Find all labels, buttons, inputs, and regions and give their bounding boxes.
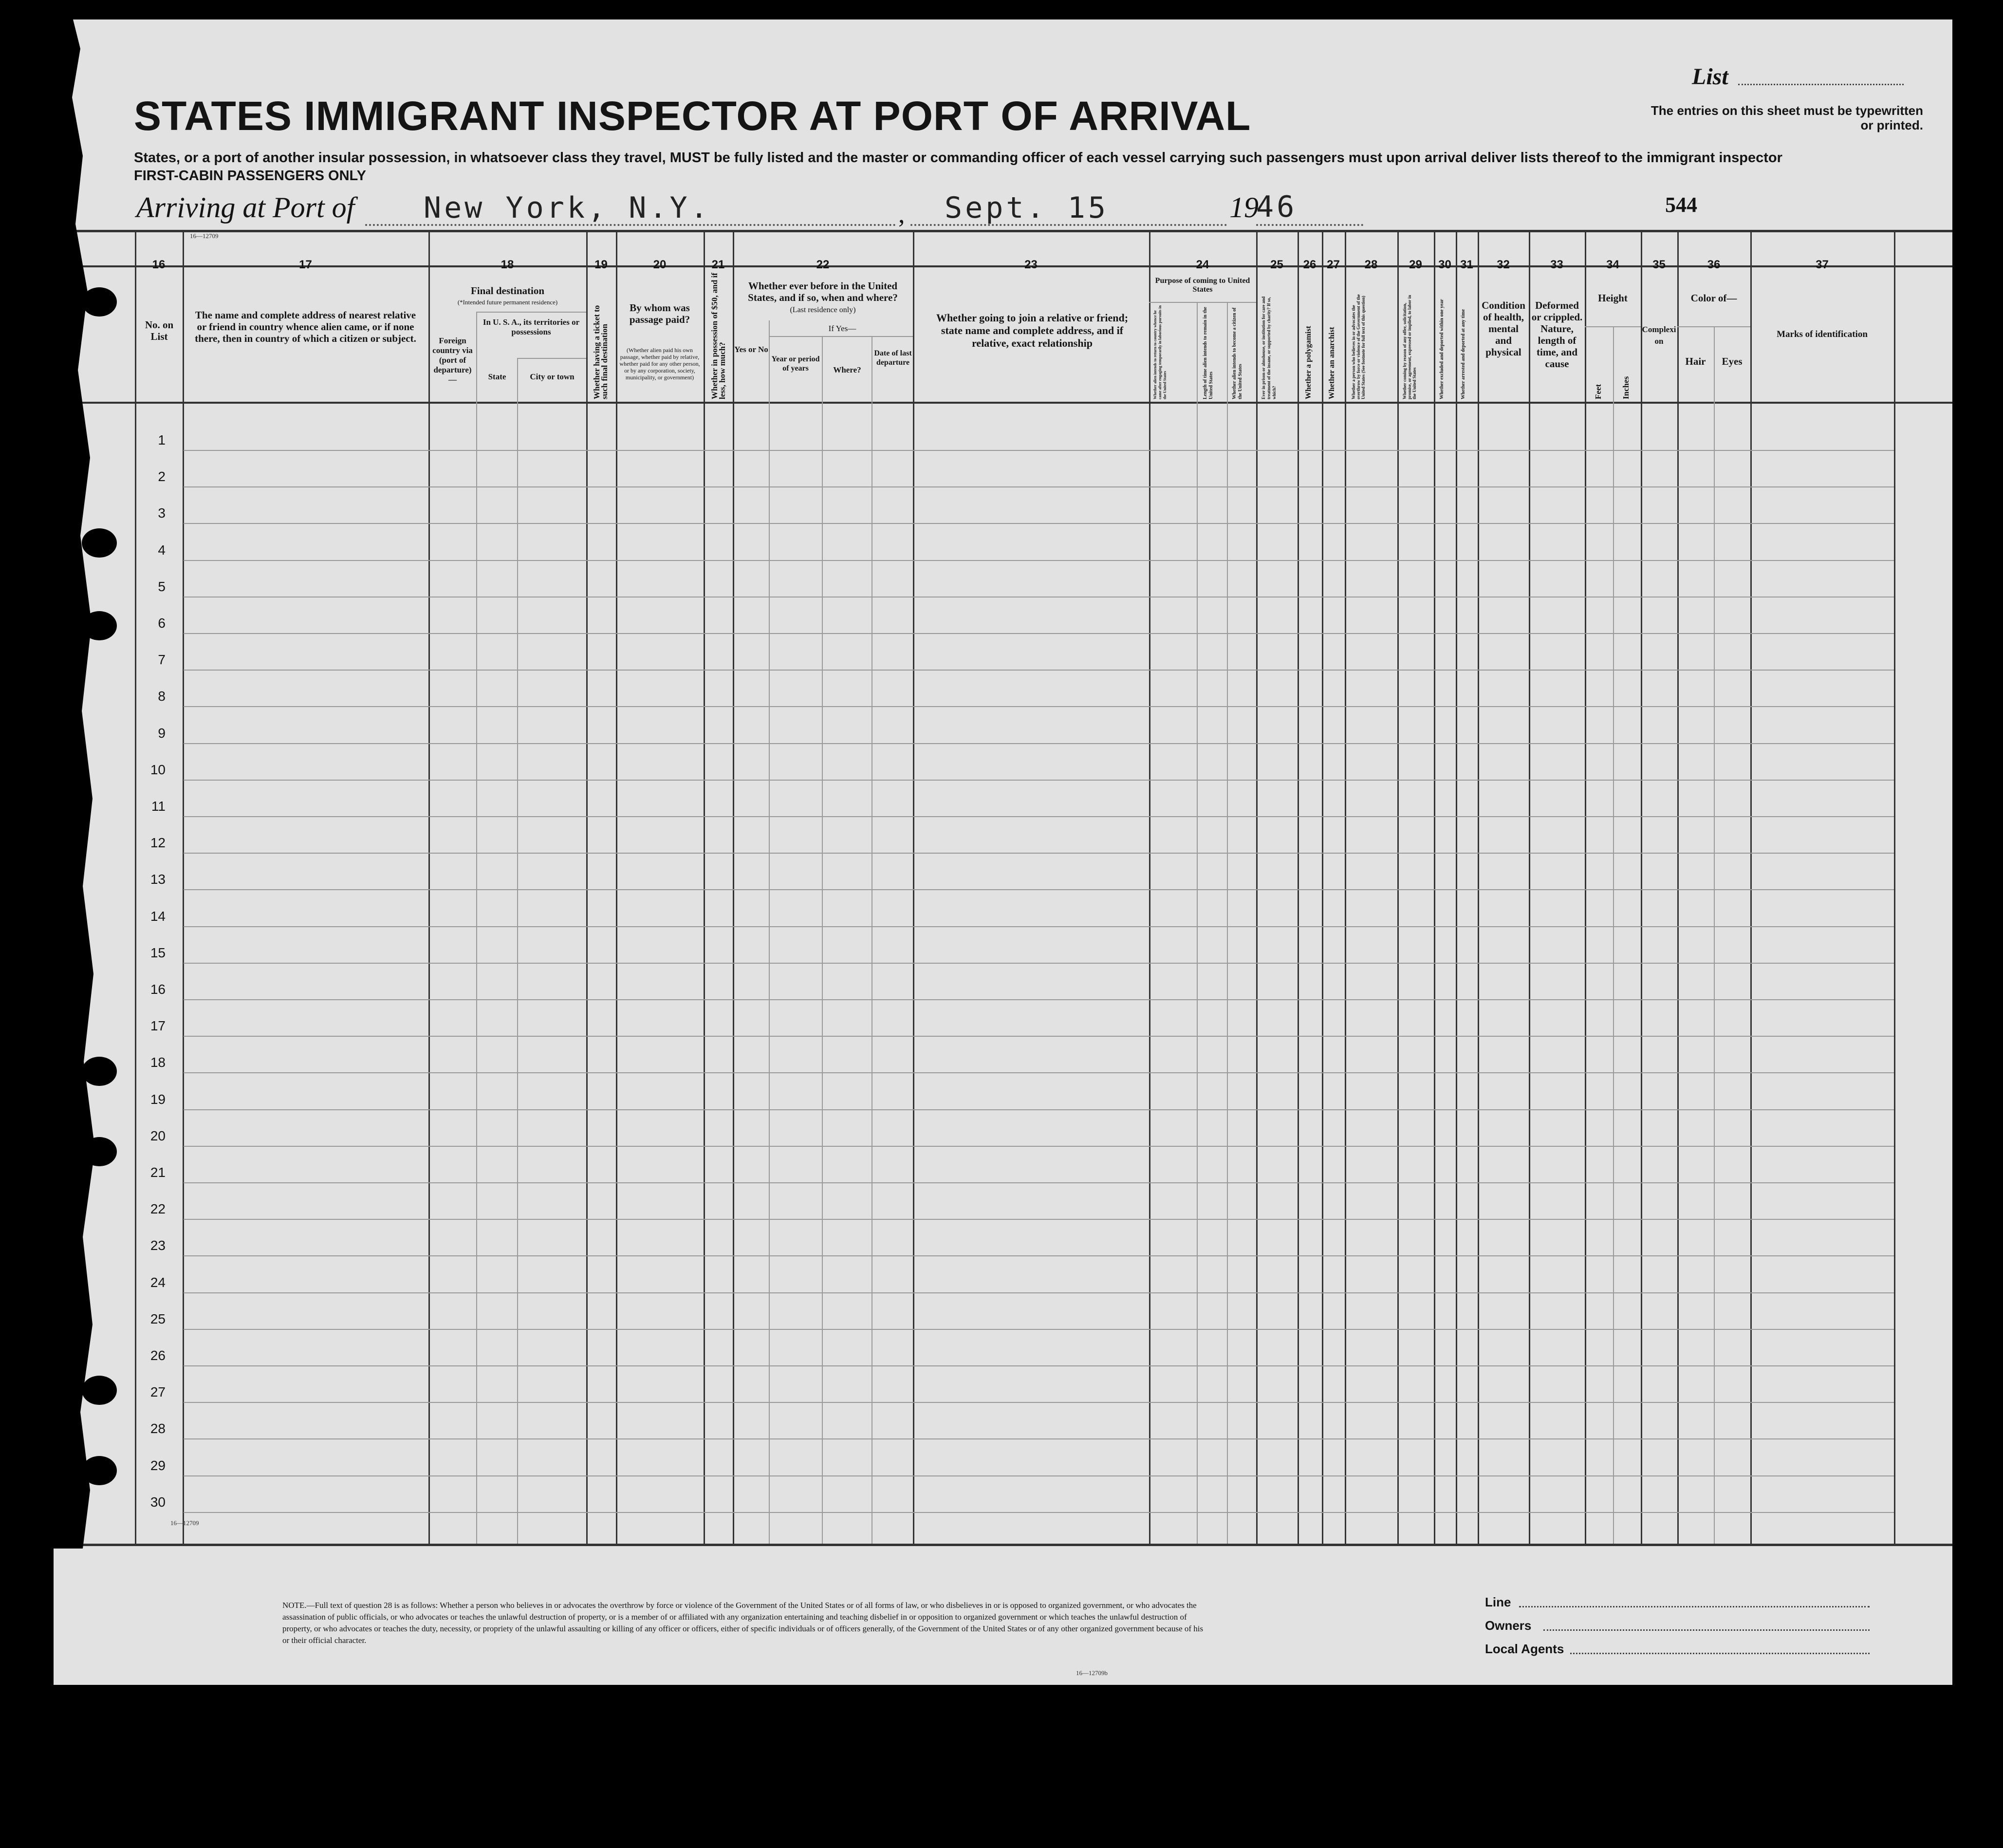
table-row[interactable] [184, 963, 1894, 964]
header-color-of: Color of— [1690, 292, 1737, 304]
row-number: 26 [150, 1348, 166, 1363]
col-divider [913, 230, 914, 1544]
row-number: 8 [158, 689, 166, 704]
table-row[interactable] [184, 1512, 1894, 1513]
col-divider [1197, 302, 1198, 1544]
row-number: 15 [150, 945, 166, 960]
col-divider [428, 230, 430, 1544]
year-handwriting: 46 [1256, 190, 1298, 224]
colnum-32: 32 [1497, 258, 1510, 271]
header-joining-relative: Whether going to join a relative or friend; state name and complete address, and if relative, exact relationship [936, 312, 1129, 349]
header-if-yes: If Yes— [828, 324, 856, 333]
table-row[interactable] [184, 523, 1894, 524]
colnum-35: 35 [1652, 258, 1666, 271]
header-labor-offer: Whether coming by reason of any offer, solicitation, promise, or agreement, expressed or implied, to labor in the United States [1402, 295, 1417, 399]
table-row[interactable] [184, 1109, 1894, 1110]
table-row[interactable] [184, 1182, 1894, 1183]
header-where: Where? [833, 365, 861, 374]
punch-hole [82, 611, 117, 640]
table-row[interactable] [184, 780, 1894, 781]
owners-field[interactable] [1543, 1629, 1870, 1631]
col-divider [733, 230, 734, 1544]
form-number-top: 16—12709 [190, 232, 219, 240]
row-number: 16 [150, 982, 166, 997]
table-top-border [68, 230, 1952, 232]
header-final-destination: Final destination [470, 285, 545, 297]
date-line[interactable] [910, 191, 1227, 226]
manifest-sheet [54, 19, 1952, 1685]
row-number: 13 [150, 872, 166, 887]
col-divider [1456, 230, 1457, 1544]
table-bottom-border [68, 1544, 1952, 1546]
table-row[interactable] [184, 889, 1894, 890]
line-field[interactable] [1519, 1606, 1870, 1607]
header-deformed: Deformed or crippled. Nature, length of time, and cause [1531, 299, 1583, 370]
punch-hole [82, 287, 117, 317]
row-number: 7 [158, 652, 166, 668]
list-number-line[interactable] [1738, 84, 1904, 85]
table-row[interactable] [184, 853, 1894, 854]
header-overthrow: Whether a person who believes in or advocates the overthrow by force or violence of the Government of the United States (See footnote for full text of this question) [1351, 294, 1366, 399]
col-divider [1585, 230, 1586, 1544]
header-city: City or town [530, 372, 575, 381]
page-title: STATES IMMIGRANT INSPECTOR AT PORT OF ARRIVAL [134, 93, 1251, 139]
row-number: 25 [150, 1311, 166, 1326]
header-foreign-country: Foreign country via (port of departure)— [432, 336, 473, 384]
table-row[interactable] [184, 1438, 1894, 1439]
col-divider [1677, 230, 1679, 1544]
header-state: State [488, 372, 506, 381]
table-row[interactable] [184, 1146, 1894, 1147]
header-passage-note: (Whether alien paid his own passage, whether paid by relative, whether paid for any other person, or by any corporation, society, municipality, or government) [619, 347, 700, 381]
header-nearest-relative: The name and complete address of nearest relative or friend in country whence alien came, or if none there, then in country of which a citizen or subject. [195, 309, 416, 344]
row-number: 5 [158, 579, 166, 594]
row-number: 28 [150, 1421, 166, 1437]
table-row[interactable] [184, 560, 1894, 561]
header-in-usa: In U. S. A., its territories or possessions [482, 317, 580, 336]
footnote-question-28: NOTE.—Full text of question 28 is as follows: Whether a person who believes in or advocates the overthrow by force or violence of the Government of the United States or of all forms of law, or who disbelieves in or is opposed to organized government, or who advocates the assassination of public officials, or who advocates or teaches the unlawful destruction of property, or is a member of or affiliated with any organization entertaining and teaching disbelief in or opposition to organized government or which teaches the unlawful destruction of property, or who advocates or teaches the duty, necessity, or propriety of the unlawful assaulting or killing of any officer or officers, either of specific individuals or of officers generally, of the Government of the United States or of any other organized government because of his or their official character. [282, 1601, 1204, 1645]
colnum-37: 37 [1816, 258, 1829, 271]
table-row[interactable] [184, 743, 1894, 744]
col-divider [1613, 326, 1614, 1544]
header-height: Height [1598, 292, 1628, 304]
punch-hole [82, 1057, 117, 1086]
col-divider [1298, 230, 1299, 1544]
header-bottom-border [68, 402, 1952, 404]
row-number: 11 [151, 799, 166, 814]
header-yes-no: Yes or No [734, 345, 768, 354]
col-divider [1750, 230, 1752, 1544]
colnum-21: 21 [711, 258, 725, 271]
col-divider [1397, 230, 1399, 1544]
colnum-33: 33 [1550, 258, 1563, 271]
row-number: 6 [158, 616, 166, 631]
form-number-note: 16—12709b [1076, 1669, 1108, 1677]
header-anarchist: Whether an anarchist [1328, 327, 1336, 399]
row-number: 18 [150, 1055, 166, 1070]
owners-label: Owners [1485, 1618, 1532, 1633]
colnum-26: 26 [1303, 258, 1317, 271]
header-purpose-return: Whether alien intends to return to country whence he came after engaging temporarily in laborious pursuits in the United States [1153, 305, 1167, 399]
entries-note: The entries on this sheet must be typewritten or printed. [1651, 103, 1923, 132]
header-passage-paid: By whom was passage paid? [629, 302, 690, 325]
col-divider [704, 230, 705, 1544]
header-subrule [1677, 326, 1750, 327]
header-eyes: Eyes [1722, 355, 1743, 367]
colnum-34: 34 [1606, 258, 1619, 271]
table-row[interactable] [184, 1255, 1894, 1256]
list-label: List [1692, 64, 1728, 90]
line-label: Line [1485, 1595, 1511, 1609]
header-polygamist: Whether a polygamist [1304, 326, 1313, 399]
row-number: 9 [158, 725, 166, 741]
comma-1: , [898, 199, 905, 228]
colnum-27: 27 [1327, 258, 1340, 271]
year-prefix: 19 [1229, 191, 1259, 224]
colnum-28: 28 [1364, 258, 1378, 271]
header-hair: Hair [1685, 355, 1706, 367]
header-subrule [769, 336, 913, 337]
col-divider [1256, 230, 1258, 1544]
table-row[interactable] [184, 1219, 1894, 1220]
year-line[interactable] [1256, 190, 1363, 226]
colnum-30: 30 [1438, 258, 1451, 271]
local-agents-label: Local Agents [1485, 1642, 1564, 1656]
row-number: 20 [150, 1128, 166, 1143]
row-number: 23 [150, 1238, 166, 1253]
header-subrule [1149, 302, 1256, 303]
row-number: 22 [150, 1201, 166, 1217]
header-number-on-list: No. on List [145, 319, 174, 342]
header-ticket: Whether having a ticket to such final destination [592, 305, 609, 399]
form-number-bottom: 16—12709 [170, 1519, 199, 1527]
col-divider [1227, 302, 1228, 1544]
row-number: 14 [150, 908, 166, 924]
colnum-20: 20 [653, 258, 667, 271]
header-final-destination-note: (*Intended future permanent residence) [457, 299, 558, 306]
colnum-22: 22 [816, 258, 830, 271]
table-row[interactable] [184, 1402, 1894, 1403]
header-years: Year or period of years [771, 355, 820, 373]
row-number: 10 [150, 762, 166, 777]
date-handwriting: Sept. 15 [945, 191, 1109, 225]
header-arrested: Whether arrested and deported at any time [1461, 309, 1466, 399]
header-excluded: Whether excluded and deported within one year [1439, 299, 1445, 399]
row-number: 2 [158, 469, 166, 485]
header-subrule [1585, 326, 1641, 327]
port-handwriting: New York, N.Y. [424, 191, 711, 225]
form-instructions: States, or a port of another insular possession, in whatsoever class they travel, MUST be fully listed and the master or commanding officer of each vessel carrying such passengers must upon arrival deliver lists thereof to the immigrant inspector [134, 150, 1782, 166]
table-row[interactable] [184, 1365, 1894, 1366]
table-row[interactable] [184, 926, 1894, 927]
header-subrule [517, 358, 586, 359]
header-purpose-length: Length of time alien intends to remain in the United States [1203, 307, 1214, 399]
col-divider [1641, 230, 1642, 1544]
table-row[interactable] [184, 1072, 1894, 1073]
col-divider [1345, 230, 1346, 1544]
colnum-29: 29 [1409, 258, 1422, 271]
header-last-departure: Date of last departure [874, 349, 912, 367]
col-divider [1529, 230, 1530, 1544]
colnum-36: 36 [1707, 258, 1721, 271]
header-purpose: Purpose of coming to United States [1155, 277, 1250, 294]
table-row[interactable] [184, 1036, 1894, 1037]
header-feet: Feet [1594, 384, 1603, 399]
punch-hole [82, 528, 117, 558]
colnum-16: 16 [152, 258, 166, 271]
table-row[interactable] [184, 486, 1894, 487]
col-divider [1478, 230, 1479, 1544]
row-number: 12 [150, 835, 166, 851]
col-divider [1434, 230, 1435, 1544]
header-purpose-citizen: Whether alien intends to become a citizen of the United States [1232, 307, 1243, 399]
row-number: 4 [158, 542, 166, 558]
colnum-17: 17 [299, 258, 312, 271]
table-row[interactable] [184, 670, 1894, 671]
col-divider [822, 336, 823, 1544]
col-divider [1714, 326, 1715, 1544]
punch-hole [82, 1376, 117, 1405]
row-number: 1 [158, 432, 166, 448]
col-divider [1322, 230, 1323, 1544]
col-divider [476, 312, 477, 1544]
table-row[interactable] [184, 1329, 1894, 1330]
col-divider [586, 230, 588, 1544]
row-number: 29 [150, 1457, 166, 1473]
local-agents-field[interactable] [1570, 1653, 1870, 1654]
header-previous-us: Whether ever before in the United States, and if so, when and where? [748, 280, 898, 303]
colnum-23: 23 [1024, 258, 1038, 271]
header-subrule [477, 312, 586, 313]
torn-edge [54, 19, 112, 1685]
punch-hole [82, 1456, 117, 1485]
header-previous-us-note: (Last residence only) [790, 306, 856, 314]
colnum-24: 24 [1196, 258, 1209, 271]
row-number: 3 [158, 505, 166, 521]
header-complexion: Complexion [1642, 325, 1676, 346]
row-number: 24 [150, 1274, 166, 1290]
colnum-18: 18 [501, 258, 514, 271]
col-divider [769, 320, 770, 1544]
punch-hole [82, 1137, 117, 1166]
port-line[interactable] [365, 191, 896, 226]
row-number: 21 [150, 1165, 166, 1180]
colnum-25: 25 [1270, 258, 1283, 271]
header-fifty-dollars: Whether in possession of $50, and if less, how much? [710, 273, 727, 399]
col-divider [183, 230, 184, 1544]
header-inches: Inches [1621, 376, 1631, 399]
row-number: 27 [150, 1384, 166, 1400]
sheet-number: 544 [1665, 193, 1697, 217]
col-divider [1894, 230, 1895, 1544]
col-divider [616, 230, 617, 1544]
table-row[interactable] [184, 450, 1894, 451]
table-row[interactable] [184, 1475, 1894, 1476]
colnum-19: 19 [594, 258, 608, 271]
row-number: 19 [150, 1091, 166, 1107]
table-row[interactable] [184, 816, 1894, 817]
col-divider [1149, 230, 1150, 1544]
row-number: 17 [150, 1018, 166, 1034]
header-prison: Ever in prison or almshouse, or institution for care and treatment of the insane, or supported by charity? If so, which? [1261, 296, 1277, 399]
table-row[interactable] [184, 706, 1894, 707]
table-row[interactable] [184, 999, 1894, 1000]
passenger-class: FIRST-CABIN PASSENGERS ONLY [134, 168, 366, 184]
table-row[interactable] [184, 1292, 1894, 1293]
colnum-31: 31 [1460, 258, 1473, 271]
arriving-label: Arriving at Port of [136, 191, 355, 224]
row-number: 30 [150, 1494, 166, 1510]
header-marks: Marks of identification [1777, 329, 1868, 339]
header-health: Condition of health, mental and physical [1482, 299, 1525, 358]
table-row[interactable] [184, 633, 1894, 634]
